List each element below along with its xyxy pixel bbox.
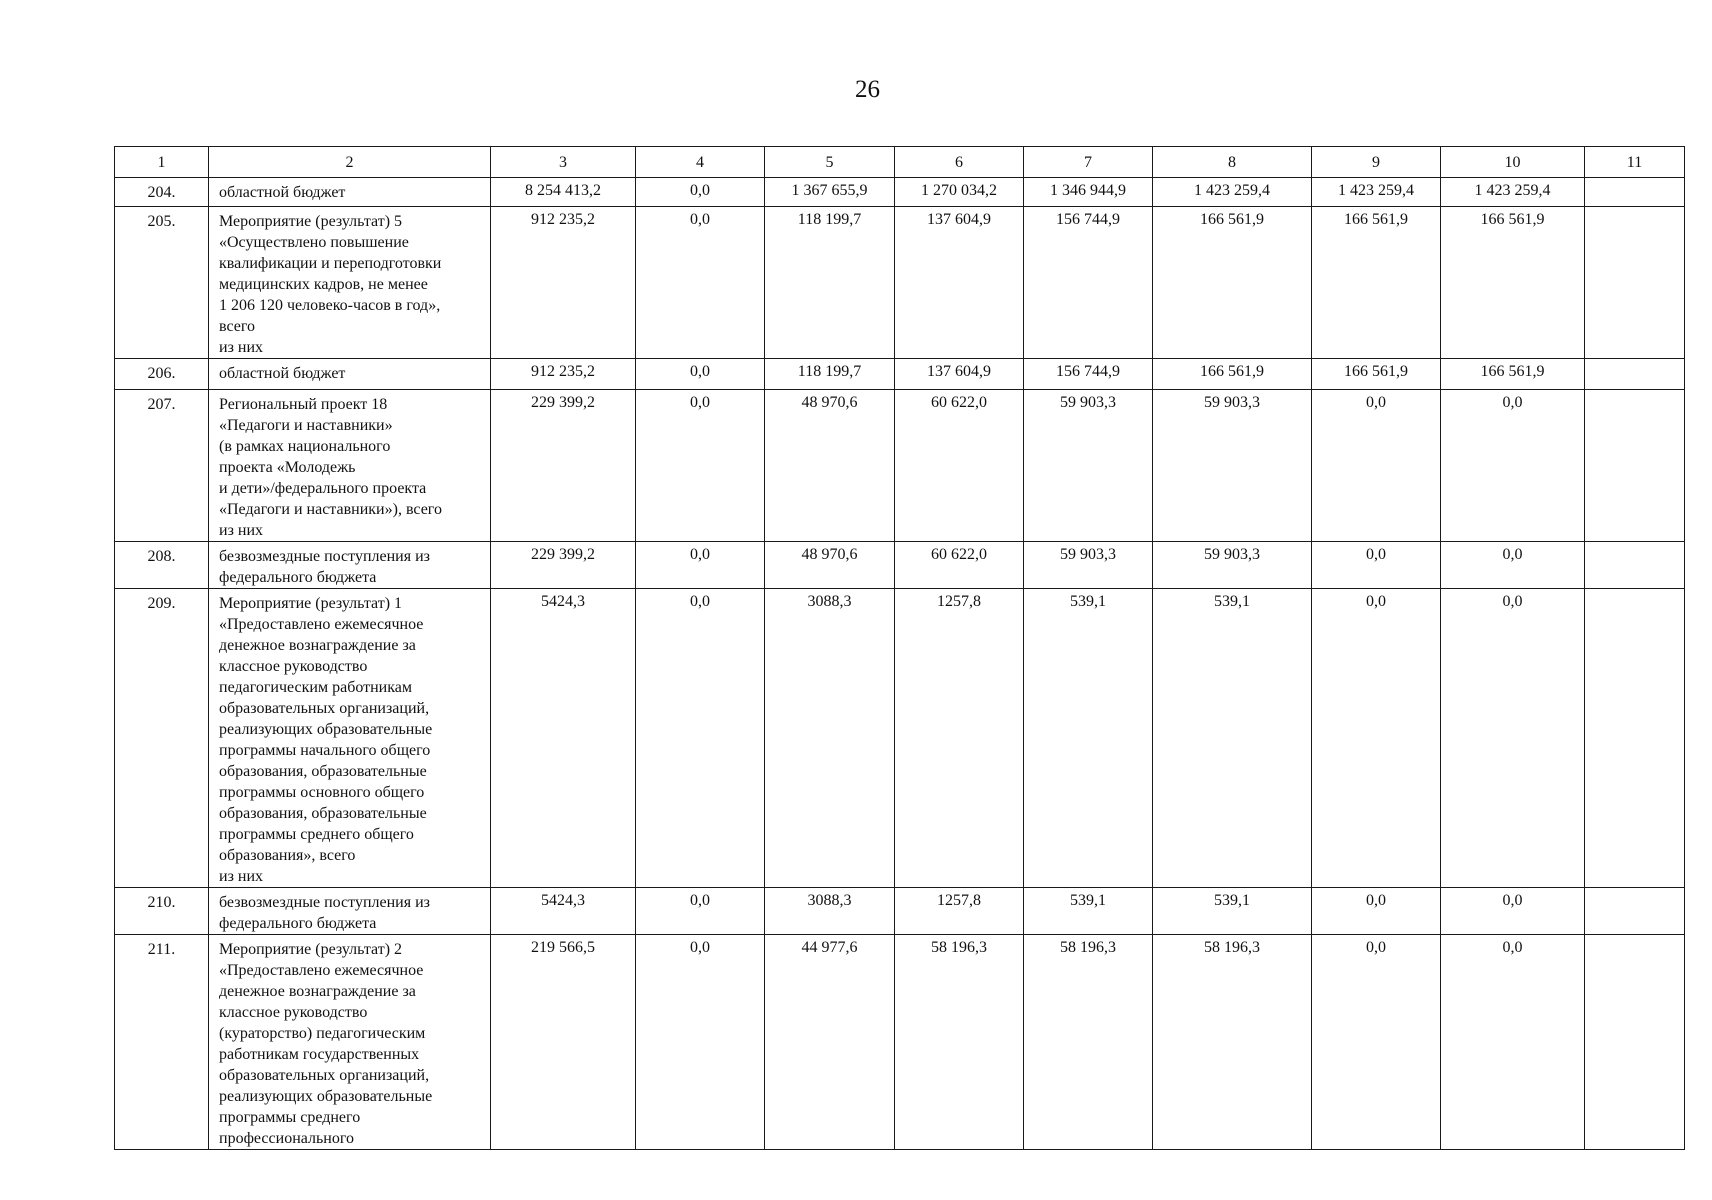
value-cell: 1257,8 xyxy=(895,888,1024,935)
value-cell: 3088,3 xyxy=(765,888,895,935)
value-cell: 1 346 944,9 xyxy=(1024,178,1153,207)
column-header: 4 xyxy=(636,147,765,178)
value-cell: 166 561,9 xyxy=(1153,359,1312,390)
value-cell: 59 903,3 xyxy=(1153,542,1312,589)
row-description: безвозмездные поступления из федерального бюджета xyxy=(209,542,491,589)
value-cell: 0,0 xyxy=(1312,935,1441,1150)
column-header: 7 xyxy=(1024,147,1153,178)
value-cell: 5424,3 xyxy=(491,589,636,888)
value-cell: 0,0 xyxy=(636,390,765,542)
table-row xyxy=(115,935,1685,1150)
value-cell: 0,0 xyxy=(1441,935,1585,1150)
value-cell: 0,0 xyxy=(636,542,765,589)
value-cell: 0,0 xyxy=(636,935,765,1150)
value-cell xyxy=(1585,178,1685,207)
page-number: 26 xyxy=(855,76,880,103)
value-cell: 912 235,2 xyxy=(491,207,636,359)
row-number: 204. xyxy=(115,178,209,207)
table-row xyxy=(115,589,1685,888)
value-cell: 0,0 xyxy=(1441,589,1585,888)
value-cell: 0,0 xyxy=(1312,888,1441,935)
value-cell xyxy=(1585,589,1685,888)
value-cell: 539,1 xyxy=(1024,888,1153,935)
value-cell: 539,1 xyxy=(1153,589,1312,888)
value-cell: 118 199,7 xyxy=(765,359,895,390)
value-cell: 156 744,9 xyxy=(1024,207,1153,359)
value-cell: 59 903,3 xyxy=(1153,390,1312,542)
row-number: 207. xyxy=(115,390,209,542)
value-cell: 912 235,2 xyxy=(491,359,636,390)
value-cell: 60 622,0 xyxy=(895,390,1024,542)
column-header: 6 xyxy=(895,147,1024,178)
value-cell xyxy=(1585,542,1685,589)
value-cell: 0,0 xyxy=(1441,888,1585,935)
row-description: Региональный проект 18 «Педагоги и наставники» (в рамках национального проекта «Молодежь и дети»/федерального проекта «Педагоги и наставники»), всего из них xyxy=(209,390,491,542)
row-description: Мероприятие (результат) 1 «Предоставлено ежемесячное денежное вознаграждение за классное руководство педагогическим работникам образовательных организаций, реализующих образовательные программы начального общего образования, образовательные программы основного общего образования, образовательные программы среднего общего образования», всего из них xyxy=(209,589,491,888)
column-header: 5 xyxy=(765,147,895,178)
value-cell: 166 561,9 xyxy=(1153,207,1312,359)
row-number: 209. xyxy=(115,589,209,888)
row-description: областной бюджет xyxy=(209,178,491,207)
value-cell: 0,0 xyxy=(636,888,765,935)
budget-table xyxy=(114,146,1685,1150)
value-cell: 229 399,2 xyxy=(491,542,636,589)
table-row xyxy=(115,178,1685,207)
header-row xyxy=(115,147,1685,178)
value-cell: 60 622,0 xyxy=(895,542,1024,589)
value-cell: 44 977,6 xyxy=(765,935,895,1150)
value-cell xyxy=(1585,390,1685,542)
column-header: 8 xyxy=(1153,147,1312,178)
value-cell: 219 566,5 xyxy=(491,935,636,1150)
row-description: областной бюджет xyxy=(209,359,491,390)
value-cell: 58 196,3 xyxy=(1024,935,1153,1150)
value-cell: 5424,3 xyxy=(491,888,636,935)
value-cell: 0,0 xyxy=(1312,390,1441,542)
value-cell xyxy=(1585,888,1685,935)
value-cell: 0,0 xyxy=(1441,390,1585,542)
value-cell xyxy=(1585,207,1685,359)
column-header: 9 xyxy=(1312,147,1441,178)
table-row xyxy=(115,888,1685,935)
value-cell: 0,0 xyxy=(1312,542,1441,589)
value-cell: 0,0 xyxy=(636,359,765,390)
value-cell: 58 196,3 xyxy=(1153,935,1312,1150)
table-row xyxy=(115,542,1685,589)
value-cell: 166 561,9 xyxy=(1441,359,1585,390)
value-cell: 1 367 655,9 xyxy=(765,178,895,207)
value-cell: 0,0 xyxy=(1312,589,1441,888)
value-cell: 1257,8 xyxy=(895,589,1024,888)
row-number: 205. xyxy=(115,207,209,359)
value-cell: 0,0 xyxy=(636,207,765,359)
value-cell: 0,0 xyxy=(1441,542,1585,589)
value-cell: 0,0 xyxy=(636,589,765,888)
value-cell: 539,1 xyxy=(1024,589,1153,888)
value-cell xyxy=(1585,935,1685,1150)
value-cell: 137 604,9 xyxy=(895,207,1024,359)
column-header: 1 xyxy=(115,147,209,178)
value-cell xyxy=(1585,359,1685,390)
value-cell: 0,0 xyxy=(636,178,765,207)
value-cell: 48 970,6 xyxy=(765,542,895,589)
value-cell: 166 561,9 xyxy=(1312,207,1441,359)
row-description: Мероприятие (результат) 5 «Осуществлено повышение квалификации и переподготовки медицинских кадров, не менее 1 206 120 человеко-часов в год», всего из них xyxy=(209,207,491,359)
table-row xyxy=(115,390,1685,542)
row-number: 210. xyxy=(115,888,209,935)
value-cell: 118 199,7 xyxy=(765,207,895,359)
column-header: 10 xyxy=(1441,147,1585,178)
table-row xyxy=(115,207,1685,359)
value-cell: 166 561,9 xyxy=(1312,359,1441,390)
value-cell: 1 270 034,2 xyxy=(895,178,1024,207)
value-cell: 58 196,3 xyxy=(895,935,1024,1150)
value-cell: 3088,3 xyxy=(765,589,895,888)
value-cell: 1 423 259,4 xyxy=(1153,178,1312,207)
value-cell: 156 744,9 xyxy=(1024,359,1153,390)
value-cell: 59 903,3 xyxy=(1024,542,1153,589)
value-cell: 137 604,9 xyxy=(895,359,1024,390)
value-cell: 8 254 413,2 xyxy=(491,178,636,207)
row-description: безвозмездные поступления из федерального бюджета xyxy=(209,888,491,935)
value-cell: 229 399,2 xyxy=(491,390,636,542)
row-number: 206. xyxy=(115,359,209,390)
value-cell: 1 423 259,4 xyxy=(1441,178,1585,207)
table-row xyxy=(115,359,1685,390)
row-number: 211. xyxy=(115,935,209,1150)
column-header: 11 xyxy=(1585,147,1685,178)
value-cell: 539,1 xyxy=(1153,888,1312,935)
value-cell: 59 903,3 xyxy=(1024,390,1153,542)
column-header: 3 xyxy=(491,147,636,178)
value-cell: 48 970,6 xyxy=(765,390,895,542)
row-number: 208. xyxy=(115,542,209,589)
value-cell: 166 561,9 xyxy=(1441,207,1585,359)
value-cell: 1 423 259,4 xyxy=(1312,178,1441,207)
row-description: Мероприятие (результат) 2 «Предоставлено ежемесячное денежное вознаграждение за классное руководство (кураторство) педагогическим работникам государственных образовательных организаций, реализующих образовательные программы среднего профессионального xyxy=(209,935,491,1150)
column-header: 2 xyxy=(209,147,491,178)
